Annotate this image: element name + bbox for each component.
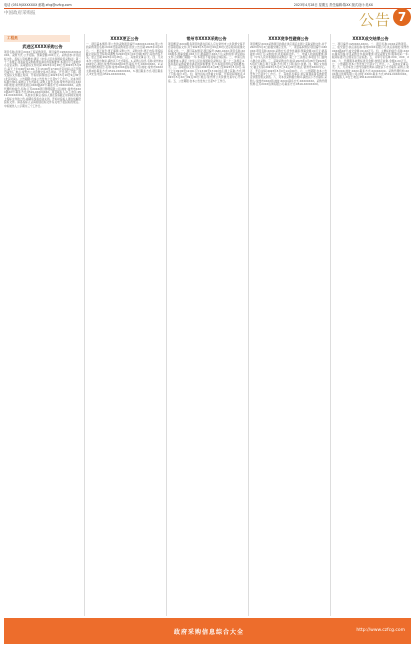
ad-url[interactable]: http://www.czfcg.com bbox=[356, 628, 405, 633]
notice-title: XXXX成交结果公告 bbox=[352, 36, 389, 41]
notice-body: 一、项目编号:CZXXXX-XXXX。二、项目名称:XXXX采购项目。三、成交信息:供应商名称:常州XXXX有限公司;供应商地址:常州市XXXX路XX号;成交金额:XX.XX万元。四、主要标的信息:名称:XXXX;服务范围:详见采购文件;服务要求:详见采购文件;服务时间:一年;服务标准:符合国家及行业标准。五、评审专家名单:XXX、XXX、XXX。六、代理服务收费标准及金额:按规定收取,金额X.XX万元。七、公告期限:自本公告发布之日起1个工作日。八、其他补充事宜:无。九、凡对本次公告内容提出询问,请按以下方式联系:采购人:常州市XXXX;地址:XXXX;联系方式:XXXXXXXX。采购代理机构:XXXX项目管理有限公司;地址:XXXX;联系方式:0519-XXXXXXXX。项目联系人:X女士;电话:0519-XXXXXXXX。 bbox=[332, 43, 409, 80]
header-divider bbox=[4, 8, 411, 9]
ad-text: 政府采购信息综合大全 bbox=[174, 629, 245, 636]
notice-title: 常州市XXXX采购公告 bbox=[186, 36, 227, 41]
notice-body: 项目概况:XXXX服务项目的潜在投标人应在常州市公共资源交易平台获取招标文件,并于2023年5月XX日09点30分(北京时间)前递交投标文件。一、项目基本情况:项目编号:JSZC-XXXX;项目名称:XXXX服务;预算金额:XXX万元;最高限价:XXX万元;采购需求:详见招标文件;合同履行期限:一年;本项目不接受联合体投标。二、申请人的资格要求:1.满足《中华人民共和国政府采购法》第二十二条规定;2.落实政府采购政策需满足的资格要求:无;3.本项目的特定资格要求:无。三、获取招标文件:时间:2023年4月28日至2023年5月X日,每天上午09:00至12:00,下午13:00至17:00;地点:网上获取;方式:网上下载;售价:0元。四、提交投标文件截止时间、开标时间和地点:2023年5月XX日09点30分;地点:常州市公共资源交易中心开标X室。五、公告期限:自本公告发布之日起5个工作日。 bbox=[168, 43, 245, 83]
column-2 bbox=[86, 34, 163, 616]
column-divider bbox=[330, 34, 331, 616]
header-contact: 电话 (0519)XXXXXXX 邮箱 zfcg@czfcg.com bbox=[4, 3, 72, 7]
section-title: 公告 bbox=[358, 11, 391, 29]
notice-title: 武进区XXXX采购公告 bbox=[22, 44, 63, 49]
column-divider bbox=[84, 34, 85, 616]
column-4 bbox=[250, 34, 327, 616]
column-divider bbox=[248, 34, 249, 616]
section-label: 工程类 bbox=[4, 35, 70, 42]
column-5 bbox=[332, 34, 409, 616]
notice-body: 项目概况:XXXX采购项目的潜在供应商应在网上获取采购文件,并于2023年5月X日前提交响应文件。一、项目基本情况:项目编号:CZXXXX;项目名称:XXXX;采购方式:竞争性磋商;预算金额:XX万元;最高限价:XX万元;采购需求:详见磋商文件。二、申请人的资格要求:满足《中华人民共和国政府采购法》第二十二条规定;本项目专门面向小微企业采购。三、获取采购文件:时间:2023年4月28日至2023年5月X日;地点:网上获取;方式:网上下载;售价:免费。四、响应文件提交:截止时间:2023年5月X日14点00分;地点:常州市XXXX中心。五、开启:时间:2023年5月X日14点00分。六、公告期限:自本公告发布之日起3个工作日。七、其他补充事宜:供应商须具备有效的营业执照及相关资质。八、对本次采购提出询问,请按以下方式联系:采购人:常州市XXXX局;地址:XXXX;联系方式:XXXXXXXX。采购代理机构:江苏XXXX咨询有限公司;联系方式:0519-XXXXXXXX。 bbox=[250, 43, 327, 87]
header-date: 2023年4月28日 星期五 责任编辑:陈XX 版式设计:吴XX bbox=[293, 3, 373, 7]
notice-title: XXXX更正公告 bbox=[110, 36, 139, 41]
newspaper-logo: 中国政府采购报 bbox=[4, 11, 36, 16]
page-header bbox=[0, 0, 415, 34]
advertisement-banner[interactable] bbox=[4, 618, 411, 644]
article-columns bbox=[4, 34, 411, 616]
column-1 bbox=[4, 34, 81, 616]
column-divider bbox=[166, 34, 167, 616]
page-number-badge: 7 bbox=[393, 8, 411, 26]
column-3 bbox=[168, 34, 245, 616]
notice-body: 项目名称:武进区XXXX工程采购项目。项目编号:CZXXXX-XXXX-XXXX。采购方式:公开招标。预算金额:XXX万元。采购需求:详见招标文件。投标人资格要求:满足《中华人民共和国政府采购法》第二十二条规定;落实政府采购政策需满足的资格要求:本项目专门面向中小企业采购。获取招标文件时间:2023年4月28日至2023年5月8日,每天上午9:00至12:00,下午13:00至17:00(北京时间,法定节假日除外)。地点:常州市公共资源交易中心网站。方式:网上下载。提交投标文件截止时间、开标时间和地点:2023年5月19日9点30分(北京时间)。公告期限:自本公告发布之日起5个工作日。对本次招标提出询问,请按以下方式联系:采购人信息,名称:常州市武进区XXXX局;地址:常州市武进区XXXX路XX号;联系方式:XXXXXXXX。采购代理机构信息,名称:江苏XXXX项目管理有限公司;地址:常州市XXXX路XX号;联系方式:0519-XXXXXXXX。项目联系人:X工;电话:0519-XXXXXXXX。其他补充事宜:投标人须在投标截止时间前完成网上投标文件的上传,逾期系统将自动关闭。开标时投标人须在线解密投标文件。请各投标人认真阅读招标文件有关电子招投标的规定。中标候选人公示期为三个工作日。 bbox=[4, 51, 81, 108]
notice-title: XXXX竞争性磋商公告 bbox=[268, 36, 309, 41]
notice-body: 一、项目基本情况:原公告的采购项目编号:CZXXXX-XXXX;原公告的采购项目名称:XXXX设备采购项目;首次公告日期:2023年4月XX日。二、更正信息:更正事项:采购公告、采购文件;更正内容:原投标截止时间及开标时间调整为2023年5月XX日9时30分;其他内容不变。更正日期:2023年4月28日。三、其他补充事宜:无。四、凡对本次公告提出询问,请按以下方式联系。1.采购人信息,名称:常州市XXXX中心;地址:常州市XXXX路XX号;联系方式:XXXXXXXX。2.采购代理机构信息,名称:常州XXXX招标有限公司;地址:常州市XXXX大厦X楼;联系方式:0519-XXXXXXXX。3.项目联系方式,项目联系人:X先生;电话:0519-XXXXXXXX。 bbox=[86, 43, 163, 77]
